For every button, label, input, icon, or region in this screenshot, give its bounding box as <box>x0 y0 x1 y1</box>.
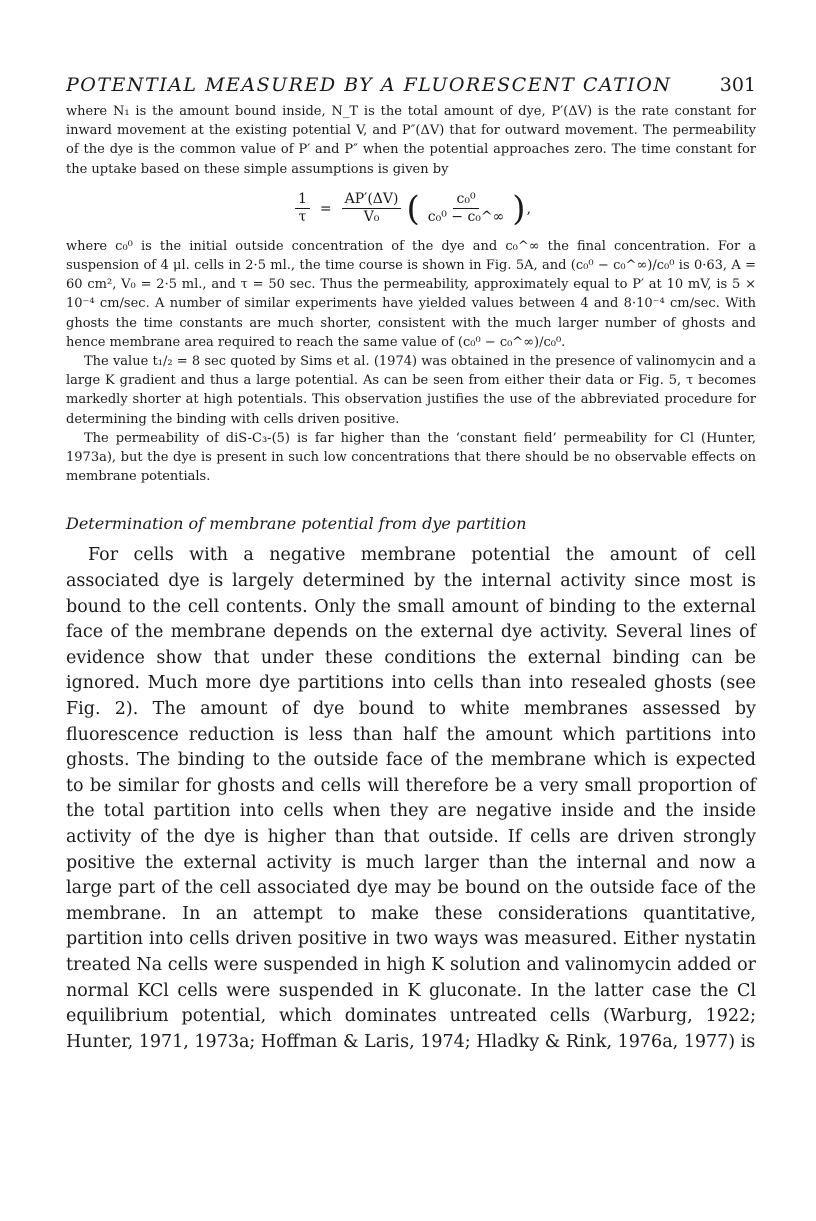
equation-paren-fraction <box>425 191 508 226</box>
paragraph: where N₁ is the amount bound inside, N_T is the total amount of dye, P′(ΔV) is the rate constant for inward movement at the existing potential V, and P″(ΔV) that for outward movement. The permeability of the dye is the common value of P′ and P″ when the potential approaches zero. The time constant for the uptake based on these simple assumptions is given by <box>66 104 756 177</box>
right-paren: ) <box>512 188 526 229</box>
paragraph: where c₀⁰ is the initial outside concentration of the dye and c₀^∞ the final concentration. For a suspension of 4 μl. cells in 2·5 ml., the time course is shown in Fig. 5A, and (c₀⁰ − c₀^∞)/c₀⁰ is 0·63, A = 60 cm², V₀ = 2·5 ml., and τ = 50 sec. Thus the permeability, approximately equal to P′ at 10 mV, is 5 × 10⁻⁴ cm/sec. A number of similar experiments have yielded values between 4 and 8·10⁻⁴ cm/sec. With ghosts the time constants are much shorter, consistent with the much larger number of ghosts and hence membrane area required to reach the same value of (c₀⁰ − c₀^∞)/c₀⁰. <box>66 238 756 350</box>
equation-rhs <box>342 191 402 226</box>
equation-rhs-denominator: V₀ <box>363 209 380 226</box>
equation-paren-numerator: c₀⁰ <box>453 191 478 209</box>
equation-time-constant <box>66 185 756 233</box>
running-title: POTENTIAL MEASURED BY A FLUORESCENT CATION <box>66 74 672 96</box>
left-paren: ( <box>406 188 420 229</box>
paragraph: For cells with a negative membrane potential the amount of cell associated dye is largely determined by the internal activity since most is bound to the cell contents. Only the small amount of binding to the external face of the membrane depends on the external dye activity. Several lines of evidence show that under these conditions the external binding can be ignored. Much more dye partitions into cells than into resealed ghosts (see Fig. 2). The amount of dye bound to white membranes assessed by fluorescence reduction is less than half the amount which partitions into ghosts. The binding to the outside face of the membrane which is expected to be similar for ghosts and cells will therefore be a very small proportion of the total partition into cells when they are negative inside and the inside activity of the dye is higher than that outside. If cells are driven strongly positive the external activity is much larger than the internal and now a large part of the cell associated dye may be bound on the outside face of the membrane. In an attempt to make these considerations quantitative, partition into cells driven positive in two ways was measured. Either nystatin treated Na cells were suspended in high K solution and valinomycin added or normal KCl cells were suspended in K gluconate. In the latter case the Cl equilibrium potential, which dominates untreated cells (Warburg, 1922; Hunter, 1971, 1973a; Hoffman & Laris, 1974; Hladky & Rink, 1976a, 1977) is <box>66 545 756 1052</box>
equation-lhs-numerator: 1 <box>295 191 310 209</box>
equation-tail: , <box>526 200 532 217</box>
section-title: Determination of membrane potential from dye partition <box>66 514 527 534</box>
paragraph: The permeability of diS-C₃-(5) is far higher than the ‘constant field’ permeability for Cl (Hunter, 1973a), but the dye is present in such low concentrations that there should be no observable effects on membrane potentials. <box>66 430 756 485</box>
page-number: 301 <box>719 74 756 96</box>
equation-equals: = <box>319 200 332 217</box>
page <box>66 74 756 1055</box>
small-text-block <box>66 102 756 486</box>
equation-lhs-denominator: τ <box>298 209 307 226</box>
paragraph: The value t₁/₂ = 8 sec quoted by Sims et al. (1974) was obtained in the presence of valinomycin and a large K gradient and thus a large potential. As can be seen from either their data or Fig. 5, τ becomes markedly shorter at high potentials. This observation justifies the use of the abbreviated procedure for determining the binding with cells driven positive. <box>66 354 756 427</box>
equation-paren-denominator: c₀⁰ − c₀^∞ <box>427 209 505 226</box>
equation-rhs-numerator: AP′(ΔV) <box>342 191 402 209</box>
equation-lhs <box>295 191 310 226</box>
running-header <box>66 74 756 96</box>
section-body <box>66 543 756 1055</box>
